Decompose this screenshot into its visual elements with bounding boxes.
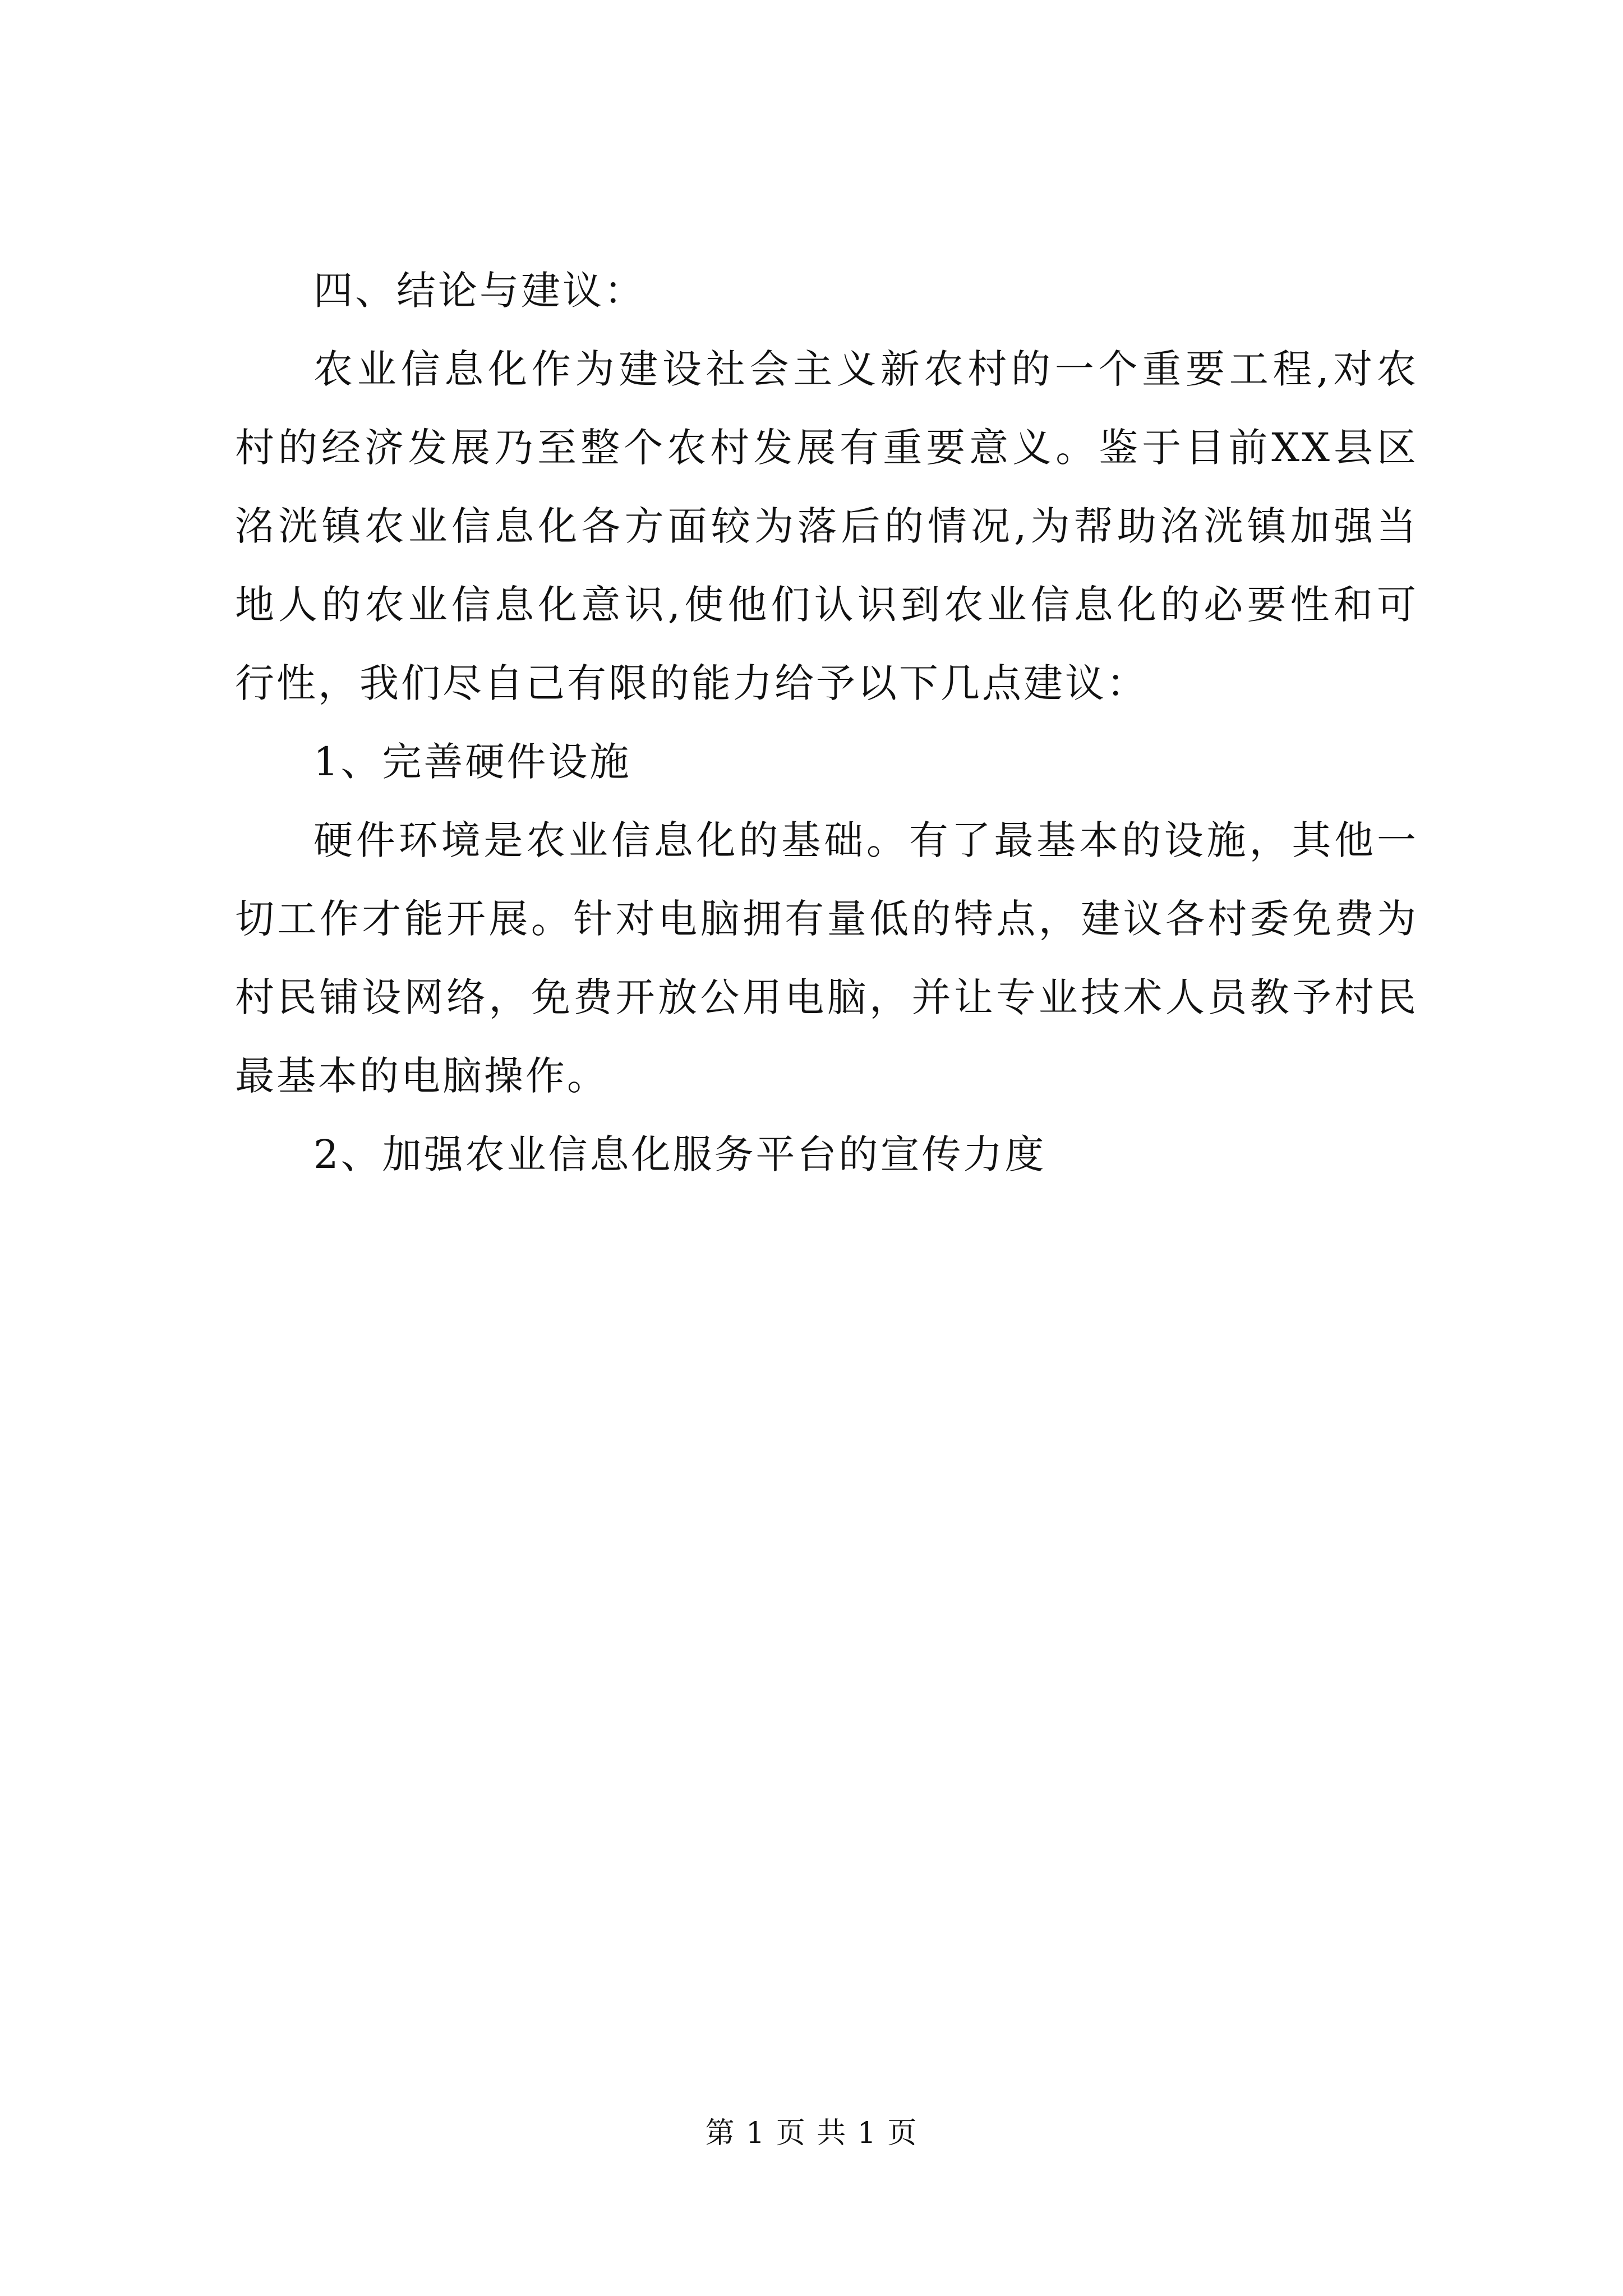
document-body [235, 251, 1418, 1194]
item-title-hardware: 1、完善硬件设施 [313, 739, 631, 785]
paragraph-line: 洺洸镇农业信息化各方面较为落后的情况,为帮助洺洸镇加强当 [235, 503, 1418, 549]
paragraph-line: 村民铺设网络，免费开放公用电脑，并让专业技术人员教予村民 [235, 974, 1418, 1020]
paragraph-line: 农业信息化作为建设社会主义新农村的一个重要工程,对农 [313, 346, 1418, 392]
paragraph-line: 地人的农业信息化意识,使他们认识到农业信息化的必要性和可 [235, 582, 1418, 628]
paragraph-line: 最基本的电脑操作。 [235, 1053, 608, 1099]
paragraph-line: 硬件环境是农业信息化的基础。有了最基本的设施，其他一 [313, 817, 1418, 863]
paragraph-line: 村的经济发展乃至整个农村发展有重要意义。鉴于目前XX县区 [235, 425, 1418, 471]
paragraph-line: 行性，我们尽自己有限的能力给予以下几点建议： [235, 660, 1148, 706]
page-footer: 第 1 页 共 1 页 [705, 2116, 918, 2150]
section-heading: 四、结论与建议： [313, 268, 645, 314]
item-title-promotion: 2、加强农业信息化服务平台的宣传力度 [313, 1131, 1046, 1177]
paragraph-intro [235, 330, 1418, 723]
paragraph-hardware [235, 801, 1418, 1115]
paragraph-line: 切工作才能开展。针对电脑拥有量低的特点，建议各村委免费为 [235, 896, 1418, 942]
